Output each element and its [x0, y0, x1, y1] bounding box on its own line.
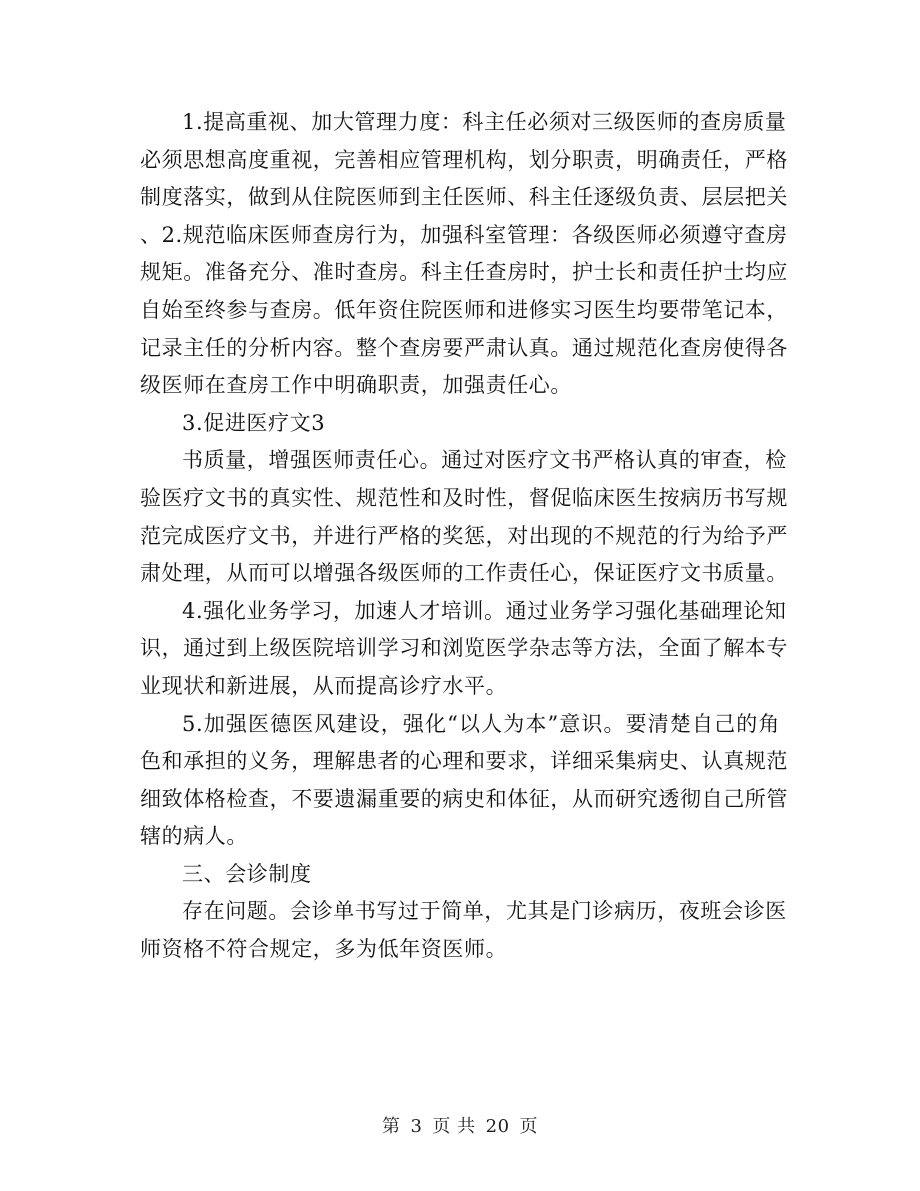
paragraph-line: 制度落实，做到从住院医师到主任医师、科主任逐级负责、层层把关: [140, 185, 788, 210]
paragraph-line: 自始至终参与查房。低年资住院医师和进修实习医生均要带笔记本，: [140, 297, 788, 322]
paragraph-line: 、2.规范临床医师查房行为，加强科室管理：各级医师必须遵守查房: [140, 222, 788, 247]
paragraph-line: 肃处理，从而可以增强各级医师的工作责任心，保证医疗文书质量。: [140, 561, 788, 586]
footer-middle: 页 共: [432, 1116, 476, 1137]
paragraph-line: 三、会诊制度: [182, 861, 312, 886]
paragraph: [140, 856, 780, 894]
document-body: [140, 104, 788, 969]
paragraph-line: 验医疗文书的真实性、规范性和及时性，督促临床医生按病历书写规: [140, 485, 788, 510]
paragraph-line: 必须思想高度重视，完善相应管理机构，划分职责，明确责任，严格: [140, 147, 788, 172]
paragraph-line: 存在问题。会诊单书写过于简单，尤其是门诊病历，夜班会诊医: [182, 899, 787, 924]
paragraph: [140, 593, 788, 706]
paragraph: [140, 104, 788, 405]
paragraph-line: 4.强化业务学习，加速人才培训。通过业务学习强化基础理论知: [182, 598, 787, 623]
paragraph-line: 规矩。准备充分、准时查房。科主任查房时，护士长和责任护士均应: [140, 260, 788, 285]
paragraph: [140, 442, 788, 592]
paragraph-line: 业现状和新进展，从而提高诊疗水平。: [140, 673, 508, 698]
paragraph-line: 色和承担的义务，理解患者的心理和要求，详细采集病史、认真规范: [140, 749, 788, 774]
paragraph-line: 辖的病人。: [140, 824, 248, 849]
paragraph-line: 范完成医疗文书，并进行严格的奖惩，对出现的不规范的行为给予严: [140, 523, 788, 548]
paragraph: [140, 405, 780, 443]
paragraph-line: 记录主任的分析内容。整个查房要严肃认真。通过规范化查房使得各: [140, 335, 788, 360]
footer-page-number: 3: [410, 1116, 423, 1137]
footer-total-pages: 20: [485, 1116, 510, 1137]
paragraph-line: 细致体格检查，不要遗漏重要的病史和体征，从而研究透彻自己所管: [140, 786, 788, 811]
paragraph-line: 5.加强医德医风建设，强化“以人为本”意识。要清楚自己的角: [182, 711, 780, 736]
paragraph: [140, 706, 788, 856]
paragraph-line: 1.提高重视、加大管理力度：科主任必须对三级医师的查房质量: [182, 110, 787, 134]
paragraph-line: 师资格不符合规定，多为低年资医师。: [140, 937, 508, 962]
footer-prefix: 第: [381, 1116, 401, 1137]
paragraph-line: 书质量，增强医师责任心。通过对医疗文书严格认真的审查，检: [182, 448, 787, 473]
paragraph: [140, 893, 787, 968]
paragraph-line: 级医师在查房工作中明确职责，加强责任心。: [140, 373, 572, 398]
footer-suffix: 页: [519, 1116, 539, 1137]
paragraph-line: 3.促进医疗文3: [182, 410, 326, 435]
paragraph-line: 识，通过到上级医院培训学习和浏览医学杂志等方法，全面了解本专: [140, 636, 788, 661]
page-footer: [0, 1112, 920, 1138]
